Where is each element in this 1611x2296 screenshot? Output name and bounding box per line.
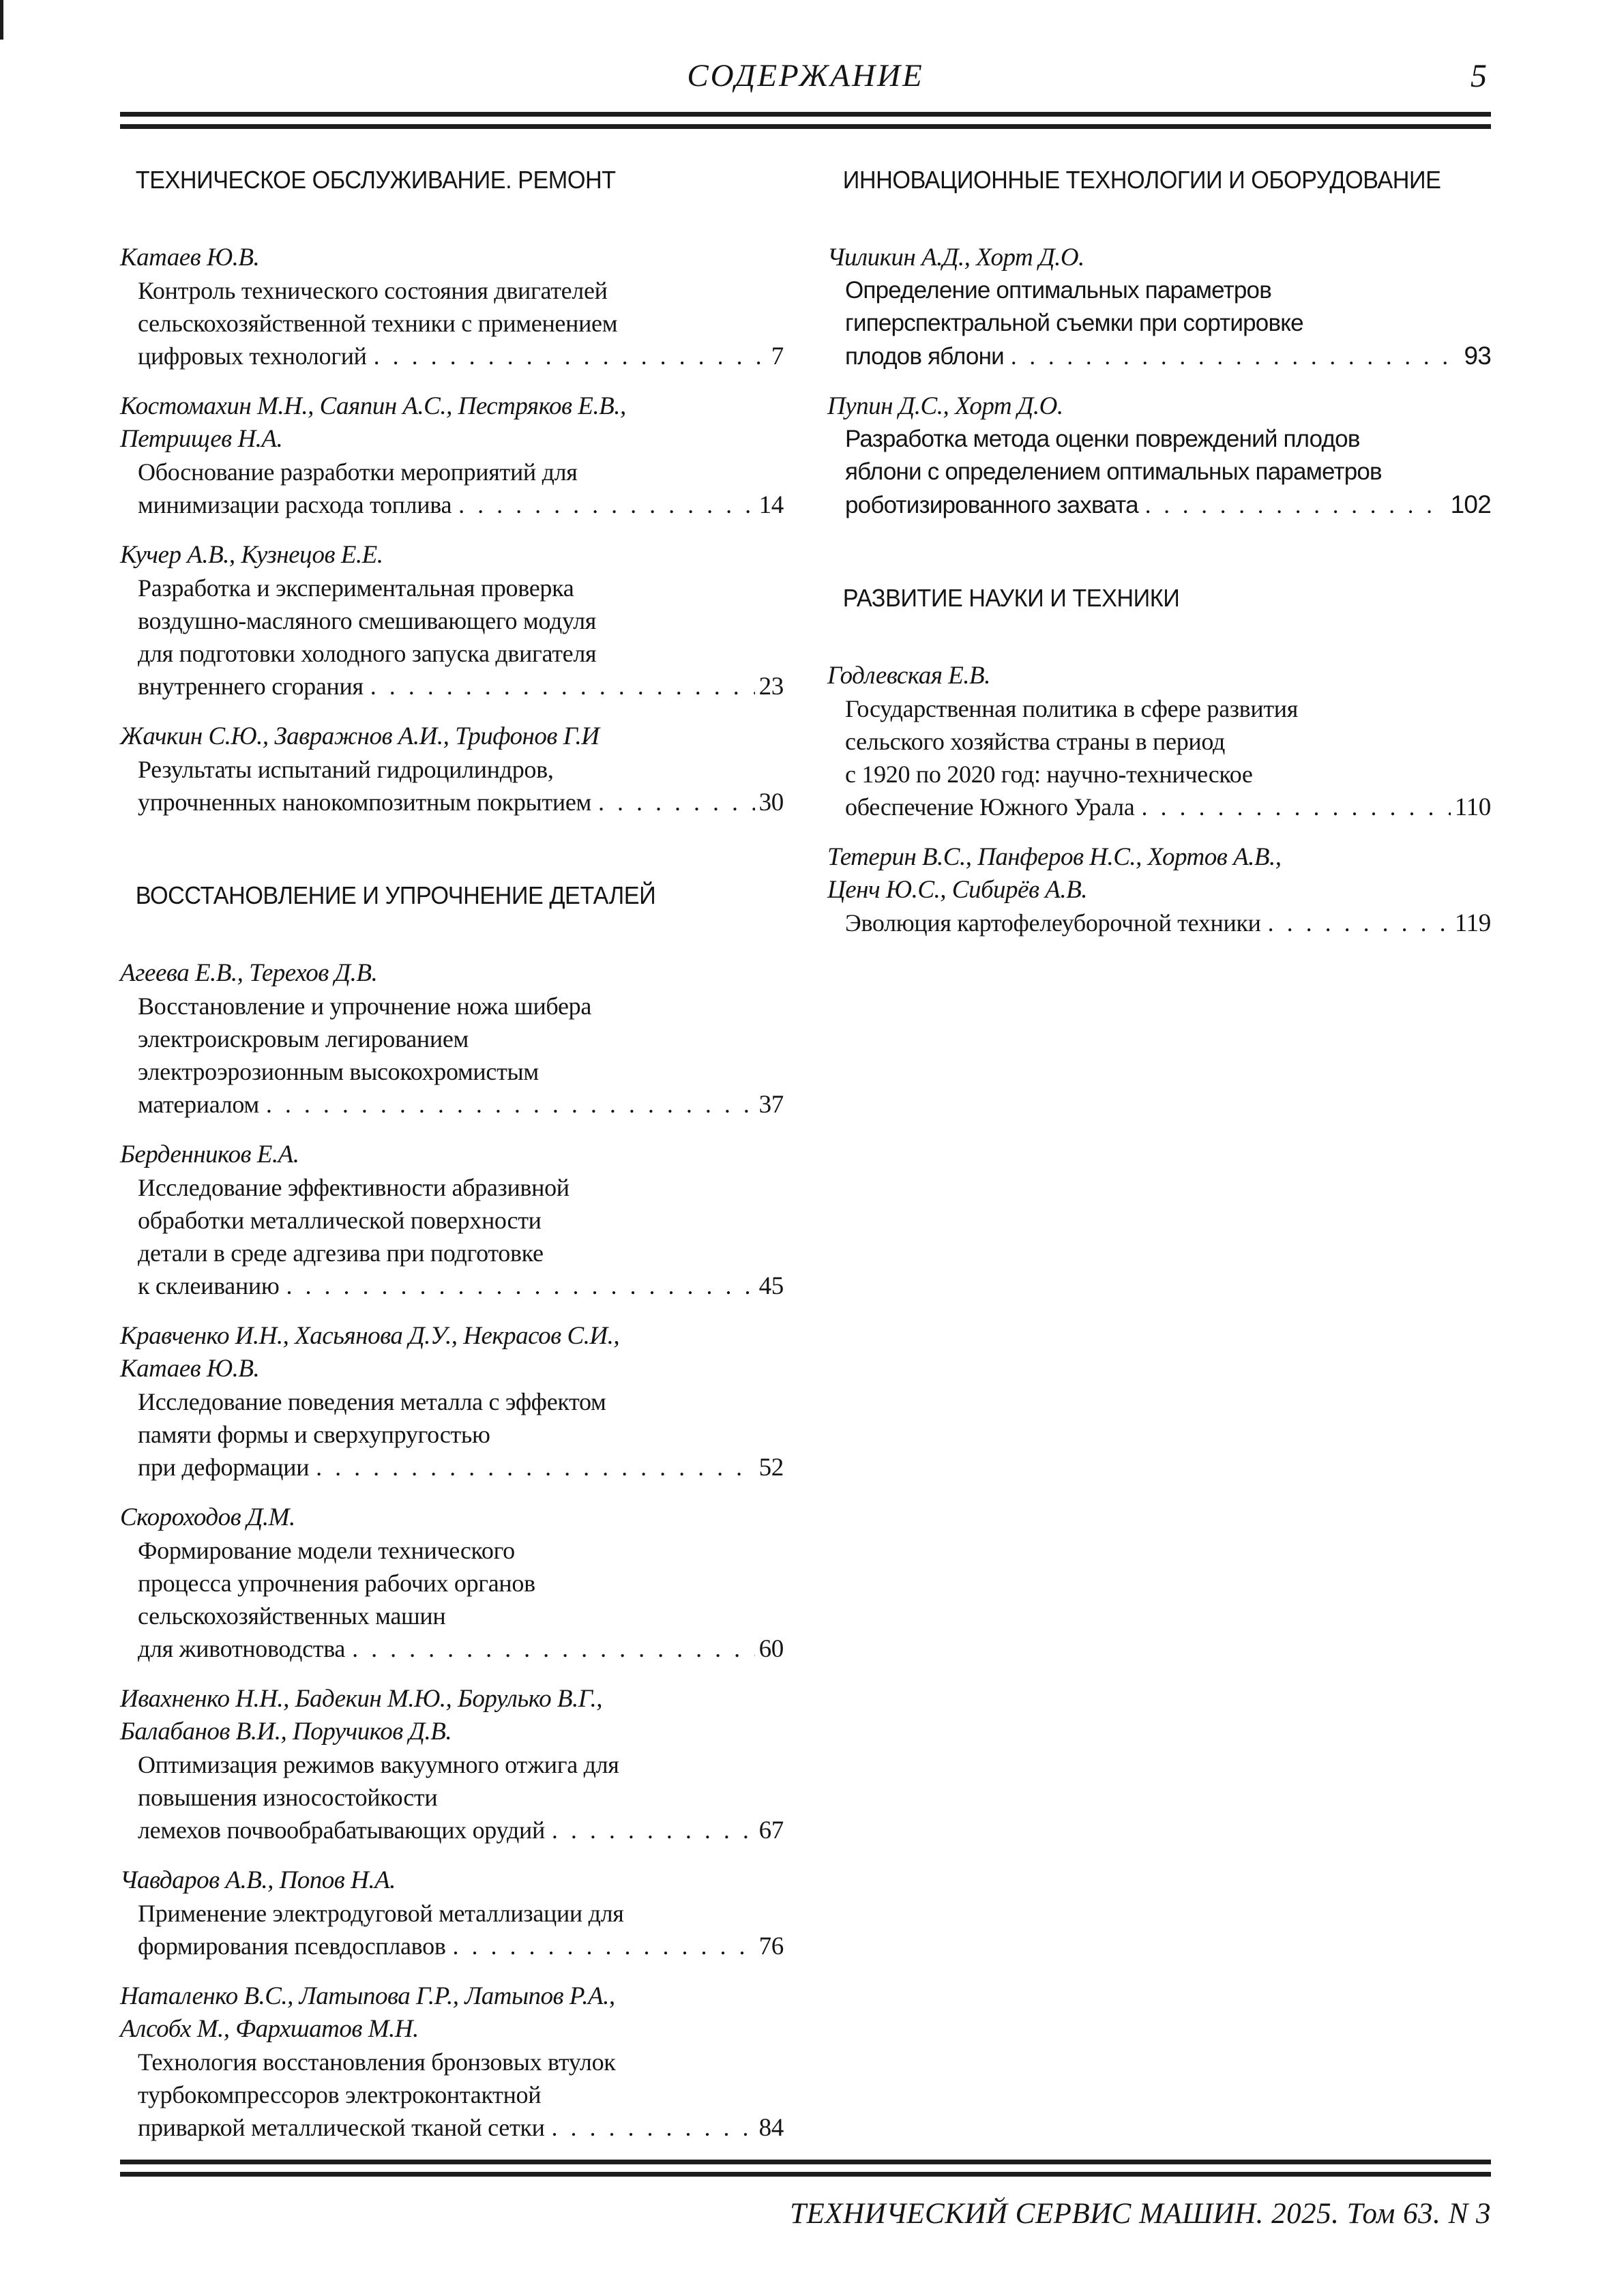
- toc-entry: [827, 660, 1491, 824]
- entry-authors: Жачкин С.Ю., Завражнов А.И., Трифонов Г.И: [120, 722, 600, 750]
- page-title: СОДЕРЖАНИЕ: [687, 58, 924, 93]
- entry-title-line: Государственная политика в сфере развития: [845, 695, 1298, 722]
- entry-authors: Годлевская Е.В.: [827, 662, 990, 690]
- entry-authors: Кучер А.В., Кузнецов Е.Е.: [120, 541, 383, 569]
- entry-title-text: лемехов почвообрабатывающих орудий: [138, 1816, 545, 1844]
- dot-leader: [316, 1451, 754, 1484]
- entry-authors: Катаев Ю.В.: [120, 244, 260, 271]
- entry-title-line: памяти формы и сверхупругостью: [138, 1421, 490, 1448]
- toc-columns: [120, 164, 1491, 2145]
- dot-leader: [453, 1930, 755, 1962]
- entry-title-line: Определение оптимальных параметров: [845, 277, 1271, 304]
- entry-authors: Ивахненко Н.Н., Бадекин М.Ю., Борулько В.Г., Балабанов В.И., Поручиков Д.В.: [120, 1685, 603, 1746]
- page-number: 5: [1470, 58, 1487, 94]
- entry-title-text: формирования псевдосплавов: [138, 1932, 446, 1960]
- entry-title-line: яблони с определением оптимальных параметров: [845, 458, 1382, 485]
- entry-page-number: 67: [758, 1816, 784, 1844]
- entry-authors: Тетерин В.С., Панферов Н.С., Хортов А.В., Ценч Ю.С., Сибирёв А.В.: [827, 843, 1282, 904]
- entry-title-line: сельского хозяйства страны в период: [845, 728, 1226, 755]
- entry-title: [827, 907, 1491, 940]
- entry-title-line: Исследование эффективности абразивной: [138, 1174, 570, 1201]
- entry-title: [120, 274, 784, 373]
- entry-title-line: Контроль технического состояния двигателей: [138, 277, 608, 304]
- entry-title-line: Оптимизация режимов вакуумного отжига для: [138, 1751, 619, 1778]
- toc-entry: [827, 241, 1491, 373]
- toc-entry: [827, 390, 1491, 522]
- entry-page-number: 110: [1454, 793, 1491, 821]
- entry-title-line: электроэрозионным высокохромистым: [138, 1058, 539, 1085]
- entry-title-text: плодов яблони: [845, 343, 1004, 370]
- entry-page-number: 7: [771, 342, 784, 370]
- entry-page-number: 45: [758, 1272, 784, 1300]
- dot-leader: [266, 1088, 755, 1121]
- entry-page-number: 37: [758, 1091, 784, 1119]
- entry-title-line: для подготовки холодного запуска двигателя: [138, 640, 597, 667]
- entry-authors: Пупин Д.С., Хорт Д.О.: [827, 392, 1063, 420]
- entry-title-text: цифровых технологий: [138, 342, 367, 370]
- entry-title-line: Результаты испытаний гидроцилиндров,: [138, 756, 554, 783]
- section-title: РАЗВИТИЕ НАУКИ И ТЕХНИКИ: [842, 584, 1180, 612]
- section-title: ИННОВАЦИОННЫЕ ТЕХНОЛОГИИ И ОБОРУДОВАНИЕ: [842, 166, 1441, 194]
- dot-leader: [1145, 489, 1447, 522]
- entry-title: [120, 456, 784, 522]
- toc-column-left: [120, 164, 784, 2145]
- entry-page-number: 76: [758, 1932, 784, 1960]
- entry-authors: Агеева Е.В., Терехов Д.В.: [120, 959, 378, 987]
- entry-page-number: 52: [758, 1454, 784, 1482]
- entry-authors: Наталенко В.С., Латыпова Г.Р., Латыпов Р.А., Алсобх М., Фархшатов М.Н.: [120, 1982, 615, 2043]
- dot-leader: [458, 488, 754, 521]
- footer-rule: [120, 2160, 1491, 2177]
- toc-entry: [120, 720, 784, 819]
- toc-entry: [120, 1138, 784, 1303]
- entry-title: [120, 1534, 784, 1666]
- entry-title-line: воздушно-масляного смешивающего модуля: [138, 607, 597, 634]
- entry-title-line: Восстановление и упрочнение ножа шибера: [138, 992, 592, 1020]
- entry-authors: Чавдаров А.В., Попов Н.А.: [120, 1866, 396, 1894]
- entry-title-text: при деформации: [138, 1454, 310, 1481]
- dot-leader: [552, 1814, 755, 1846]
- entry-title-text: внутреннего сгорания: [138, 673, 364, 700]
- entry-title: [120, 1897, 784, 1963]
- dot-leader: [1268, 907, 1451, 939]
- toc-entry: [120, 1980, 784, 2145]
- toc-entry: [120, 1683, 784, 1847]
- entry-title: [120, 990, 784, 1121]
- entry-title-line: с 1920 по 2020 год: научно-техническое: [845, 761, 1253, 788]
- entry-page-number: 102: [1450, 490, 1491, 518]
- entry-title-text: к склеиванию: [138, 1272, 280, 1299]
- toc-entry: [827, 841, 1491, 940]
- dot-leader: [352, 1632, 754, 1665]
- entry-title-text: минимизации расхода топлива: [138, 491, 452, 518]
- entry-title-line: сельскохозяйственной техники с применением: [138, 310, 618, 337]
- entry-title: [120, 572, 784, 703]
- entry-title-line: процесса упрочнения рабочих органов: [138, 1570, 535, 1597]
- entry-title: [827, 692, 1491, 824]
- dot-leader: [370, 670, 755, 703]
- section-title: ВОССТАНОВЛЕНИЕ И УПРОЧНЕНИЕ ДЕТАЛЕЙ: [135, 881, 656, 909]
- entry-title: [120, 2046, 784, 2145]
- entry-title-text: обеспечение Южного Урала: [845, 793, 1135, 821]
- entry-title-text: Эволюция картофелеуборочной техники: [845, 909, 1261, 937]
- entry-page-number: 93: [1464, 342, 1491, 370]
- entry-title-text: приваркой металлической тканой сетки: [138, 2114, 545, 2141]
- entry-authors: Кравченко И.Н., Хасьянова Д.У., Некрасов С.И., Катаев Ю.В.: [120, 1322, 620, 1383]
- entry-title-line: обработки металлической поверхности: [138, 1207, 542, 1234]
- dot-leader: [286, 1269, 755, 1302]
- entry-authors: Чиликин А.Д., Хорт Д.О.: [827, 244, 1084, 271]
- entry-title-line: Разработка и экспериментальная проверка: [138, 574, 574, 602]
- scan-artifact: [0, 0, 3, 40]
- toc-entry: [120, 957, 784, 1121]
- entry-page-number: 30: [758, 789, 784, 816]
- entry-title-text: для животноводства: [138, 1635, 346, 1662]
- entry-title-line: Формирование модели технического: [138, 1537, 515, 1564]
- entry-title-line: Применение электродуговой металлизации для: [138, 1900, 624, 1927]
- toc-column-right: [827, 164, 1491, 940]
- section-title: ТЕХНИЧЕСКОЕ ОБСЛУЖИВАНИЕ. РЕМОНТ: [135, 166, 616, 194]
- entry-title-text: роботизированного захвата: [845, 492, 1138, 518]
- entry-title: [120, 1171, 784, 1303]
- entry-title: [120, 753, 784, 819]
- dot-leader: [1141, 791, 1450, 823]
- entry-title: [827, 274, 1491, 373]
- entry-authors: Скороходов Д.М.: [120, 1503, 295, 1531]
- entry-title-line: Исследование поведения металла с эффектом: [138, 1388, 606, 1415]
- entry-title-line: Обоснование разработки мероприятий для: [138, 458, 578, 486]
- entry-page-number: 119: [1454, 909, 1491, 937]
- page-header: [120, 57, 1491, 129]
- entry-page-number: 84: [758, 2114, 784, 2142]
- entry-page-number: 14: [758, 491, 784, 519]
- entry-title: [120, 1385, 784, 1484]
- entry-authors: Берденников Е.А.: [120, 1140, 299, 1168]
- header-rule: [120, 112, 1491, 129]
- entry-title-line: турбокомпрессоров электроконтактной: [138, 2081, 542, 2108]
- toc-entry: [120, 1320, 784, 1484]
- toc-entry: [120, 241, 784, 373]
- dot-leader: [598, 786, 755, 819]
- entry-title-line: Технология восстановления бронзовых втулок: [138, 2048, 616, 2076]
- entry-title-text: упрочненных нанокомпозитным покрытием: [138, 789, 591, 816]
- entry-title-line: сельскохозяйственных машин: [138, 1602, 446, 1630]
- dot-leader: [552, 2111, 755, 2144]
- page-footer: [120, 2150, 1491, 2231]
- entry-title-line: Разработка метода оценки повреждений плодов: [845, 426, 1360, 452]
- entry-title: [120, 1748, 784, 1847]
- entry-title-text: материалом: [138, 1091, 259, 1118]
- entry-title-line: детали в среде адгезива при подготовке: [138, 1239, 544, 1267]
- entry-title-line: повышения износостойкости: [138, 1784, 438, 1811]
- toc-entry: [120, 1501, 784, 1666]
- toc-entry: [120, 1864, 784, 1963]
- entry-title-line: электроискровым легированием: [138, 1025, 469, 1053]
- journal-footer: ТЕХНИЧЕСКИЙ СЕРВИС МАШИН. 2025. Том 63. N 3: [790, 2198, 1491, 2230]
- dot-leader: [1011, 340, 1460, 373]
- dot-leader: [374, 340, 767, 372]
- toc-entry: [120, 390, 784, 522]
- toc-entry: [120, 539, 784, 703]
- entry-page-number: 60: [758, 1635, 784, 1663]
- entry-page-number: 23: [758, 673, 784, 701]
- entry-title-line: гиперспектральной съемки при сортировке: [845, 310, 1303, 336]
- entry-authors: Костомахин М.Н., Саяпин А.С., Пестряков Е.В., Петрищев Н.А.: [120, 392, 626, 453]
- entry-title: [827, 423, 1491, 522]
